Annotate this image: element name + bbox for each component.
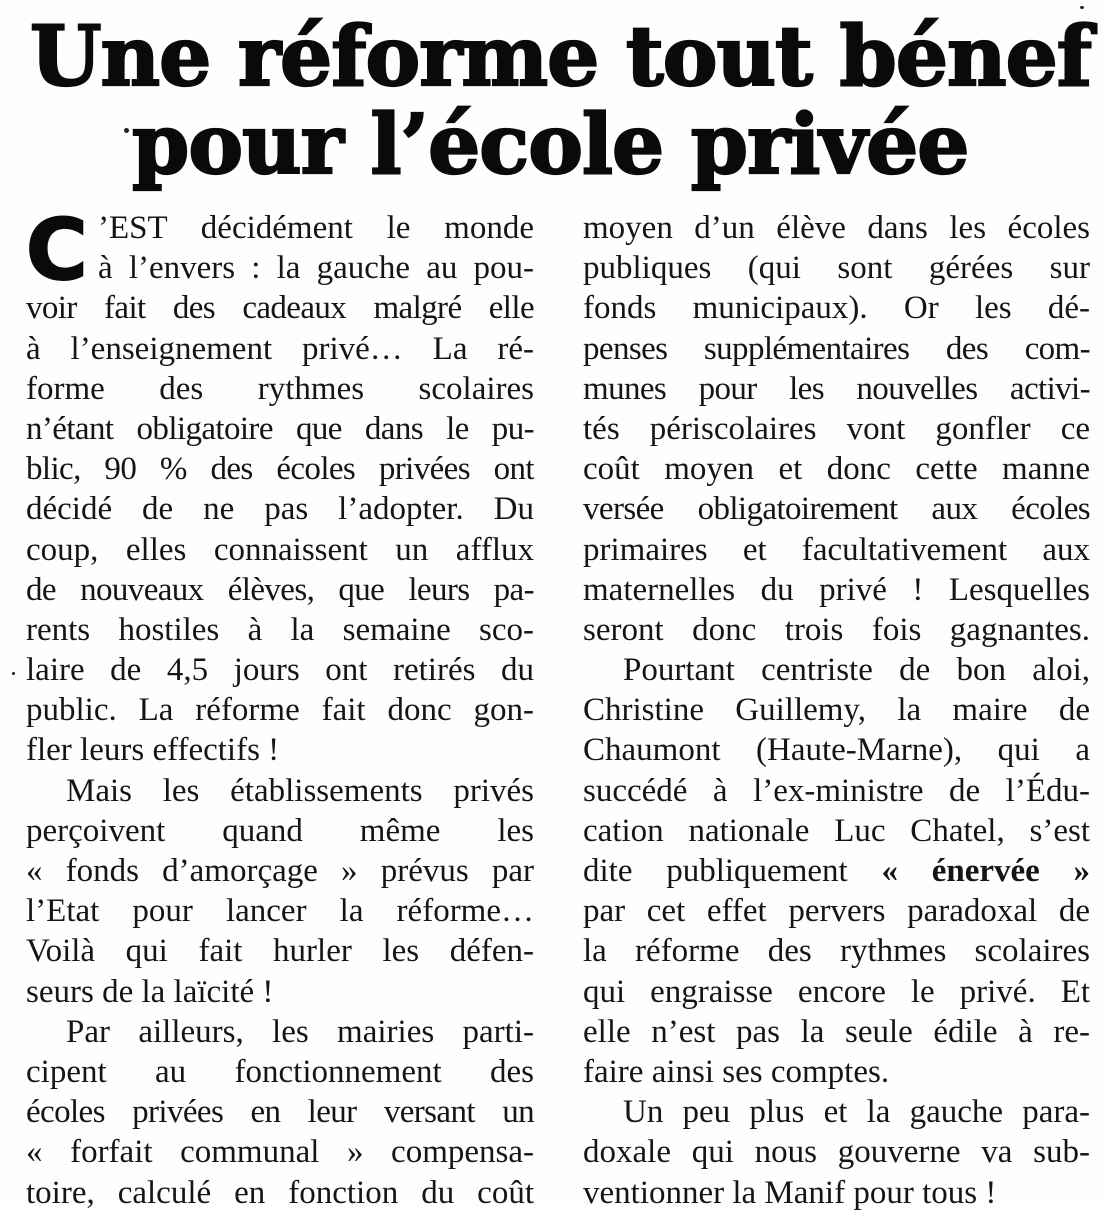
text-line: de nouveaux élèves, que leurs pa- xyxy=(26,571,534,608)
text-line: à l’enseignement privé… La ré- xyxy=(26,330,534,367)
drop-cap: C xyxy=(26,201,88,299)
text-line: seront donc trois fois gagnantes. xyxy=(583,611,1090,648)
text-line: munes pour les nouvelles activi- xyxy=(583,370,1090,407)
text-line: qui engraisse encore le privé. Et xyxy=(583,973,1090,1010)
article-column-left xyxy=(26,201,534,1213)
text-line: maternelles du privé ! Lesquelles xyxy=(583,571,1090,608)
text-line: décidé de ne pas l’adopter. Du xyxy=(26,491,534,528)
text-line: Christine Guillemy, la maire de xyxy=(583,692,1090,729)
text-line: Pourtant centriste de bon aloi, xyxy=(623,652,1090,689)
text-line: versée obligatoirement aux écoles xyxy=(583,491,1090,528)
text-line: publiques (qui sont gérées sur xyxy=(583,250,1090,287)
text-line: ventionner la Manif pour tous ! xyxy=(583,1174,997,1211)
text-line: primaires et facultativement aux xyxy=(583,531,1090,568)
text-line: Voilà qui fait hurler les défen- xyxy=(26,933,534,970)
text-line: laire de 4,5 jours ont retirés du xyxy=(26,652,534,689)
text-line: l’Etat pour lancer la réforme… xyxy=(26,893,534,930)
text-line xyxy=(583,851,1090,891)
text-line: Par ailleurs, les mairies parti- xyxy=(66,1013,534,1050)
text-line: toire, calculé en fonction du coût xyxy=(26,1174,534,1211)
text-line: ’EST décidément le monde xyxy=(98,210,534,246)
text-line: coût moyen et donc cette manne xyxy=(583,451,1090,488)
scan-speck xyxy=(1080,6,1084,9)
bold-quote: « énervée » xyxy=(881,853,1091,889)
text-line: écoles privées en leur versant un xyxy=(26,1094,534,1131)
text-line: fler leurs effectifs ! xyxy=(26,732,280,769)
text-line: n’étant obligatoire que dans le pu- xyxy=(26,410,534,447)
text-line: « forfait communal » compensa- xyxy=(26,1134,534,1171)
text-line: rents hostiles à la semaine sco- xyxy=(26,611,534,648)
text-line: fonds municipaux). Or les dé- xyxy=(583,290,1090,327)
scan-speck xyxy=(124,128,129,133)
text-line: Un peu plus et la gauche para- xyxy=(623,1094,1090,1131)
text-line: penses supplémentaires des com- xyxy=(583,330,1090,367)
article-column-right xyxy=(583,208,1090,1213)
text-line: « fonds d’amorçage » prévus par xyxy=(26,853,534,889)
text-line: doxale qui nous gouverne va sub- xyxy=(583,1134,1090,1171)
headline-line-2: pour l’école privée xyxy=(132,97,969,193)
text-line: Mais les établissements privés xyxy=(66,772,534,809)
text-line: succédé à l’ex-ministre de l’Édu- xyxy=(583,772,1090,809)
text-line: coup, elles connaissent un afflux xyxy=(26,531,534,568)
scan-speck xyxy=(12,672,15,675)
text-line: seurs de la laïcité ! xyxy=(26,973,274,1010)
text-line: tés périscolaires vont gonfler ce xyxy=(583,410,1090,447)
text-line: la réforme des rythmes scolaires xyxy=(583,933,1090,970)
text-line: forme des rythmes scolaires xyxy=(26,370,534,407)
text-line: perçoivent quand même les xyxy=(26,812,534,849)
text-line: blic, 90 % des écoles privées ont xyxy=(26,451,534,488)
text-line: voir fait des cadeaux malgré elle xyxy=(26,290,534,327)
text-line: faire ainsi ses comptes. xyxy=(583,1053,890,1090)
text-line: cation nationale Luc Chatel, s’est xyxy=(583,812,1090,849)
text-line: cipent au fonctionnement des xyxy=(26,1053,534,1090)
quote-intro: dite publiquement xyxy=(583,853,848,889)
text-line: par cet effet pervers paradoxal de xyxy=(583,893,1090,930)
text-line: à l’envers : la gauche au pou- xyxy=(98,250,534,287)
text-line: Chaumont (Haute-Marne), qui a xyxy=(583,732,1090,769)
headline-line-1: Une réforme tout bénef xyxy=(30,9,1092,105)
text-line: elle n’est pas la seule édile à re- xyxy=(583,1013,1090,1050)
text-line: moyen d’un élève dans les écoles xyxy=(583,210,1090,246)
text-line: public. La réforme fait donc gon- xyxy=(26,692,534,729)
